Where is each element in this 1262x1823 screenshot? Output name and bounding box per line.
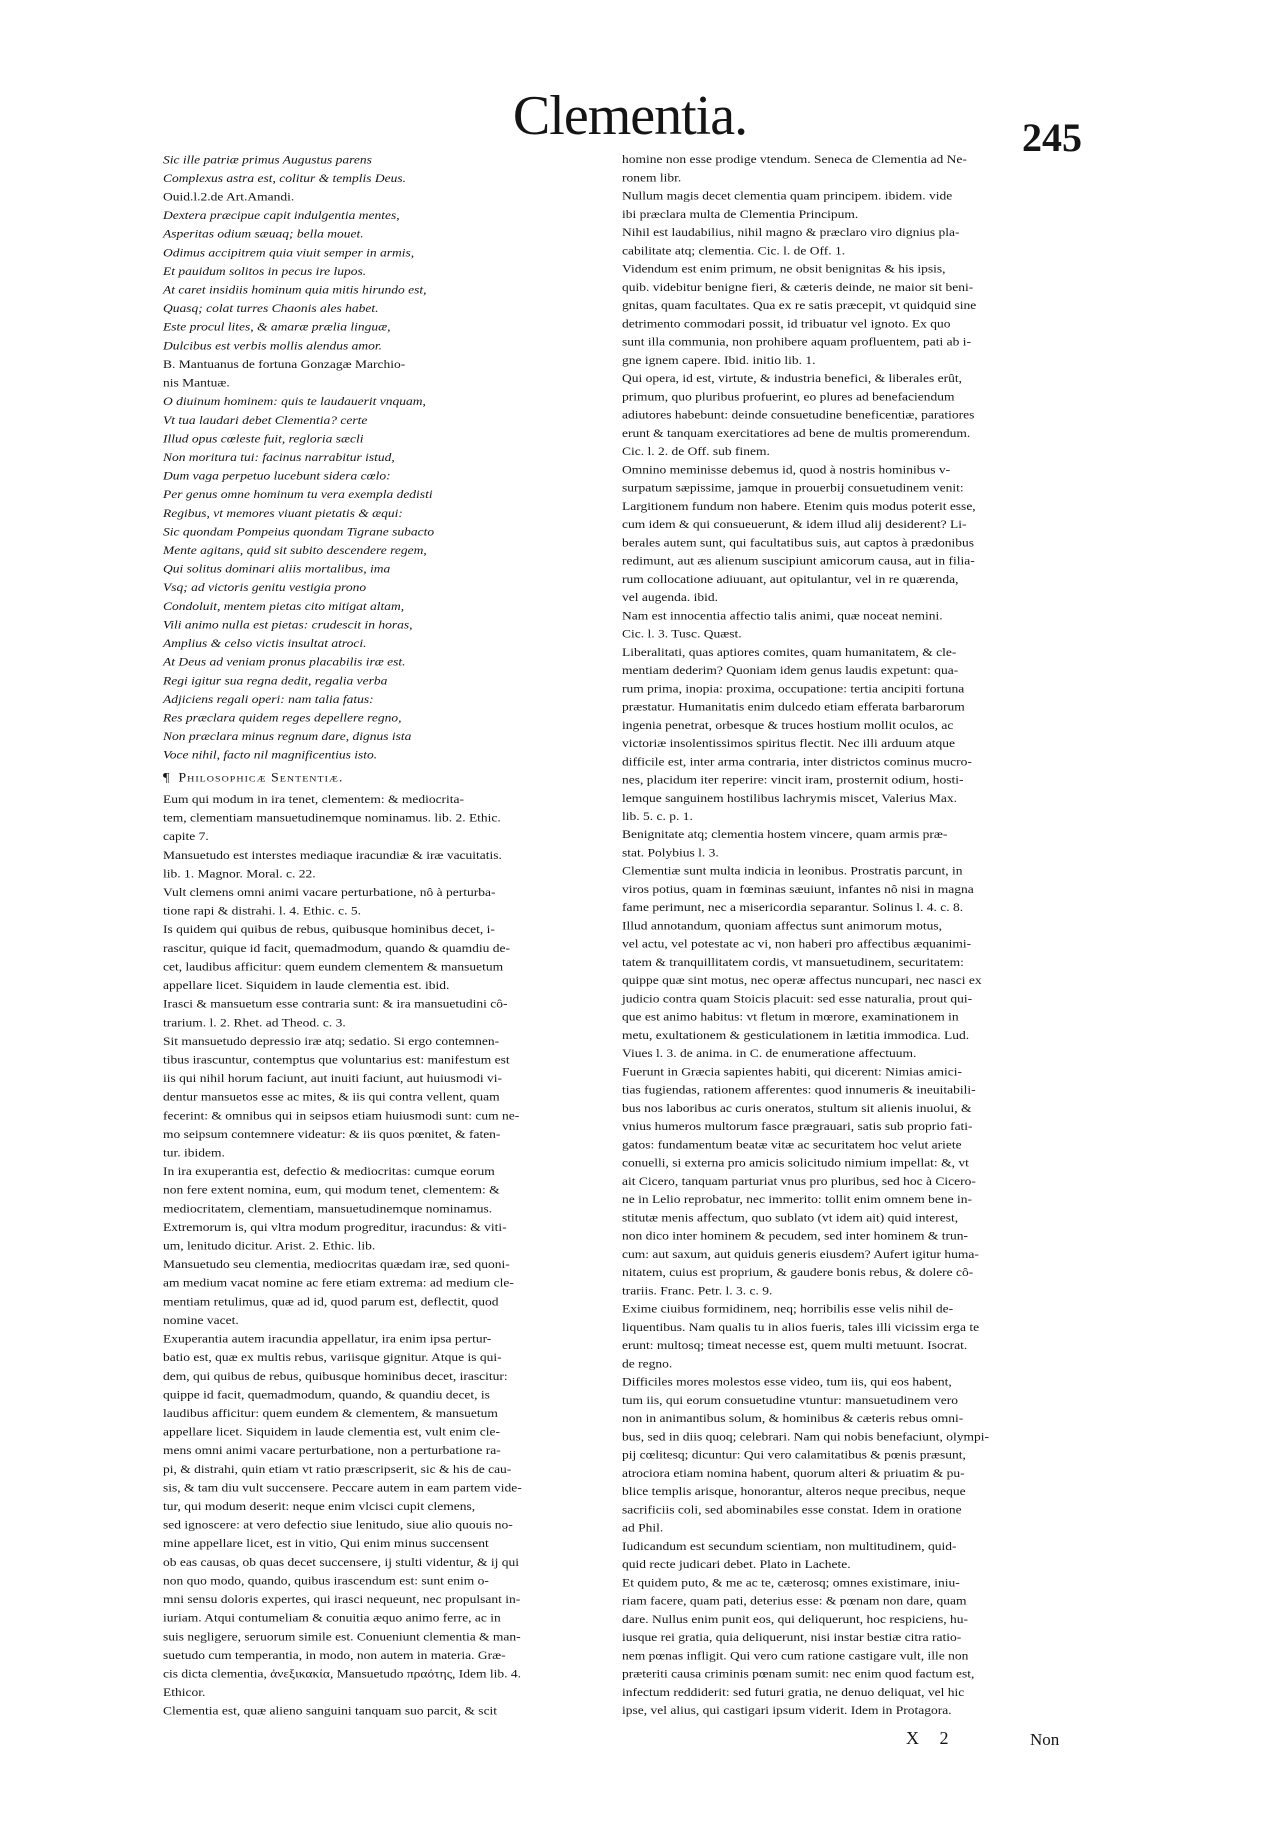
text-line: lib. 1. Magnor. Moral. c. 22. <box>163 866 316 881</box>
verse-line: Quasq; colat turres Chaonis ales habet. <box>163 301 379 315</box>
text-line: iuriam. Atqui contumeliam & conuitia æquo animo ferre, ac in <box>163 1611 501 1625</box>
text-line: stat. Polybius l. 3. <box>622 846 719 860</box>
verse-line: At caret insidiis hominum quia mitis hirundo est, <box>163 282 427 297</box>
text-line: fame perimunt, nec a misericordia separantur. Solinus l. 4. c. 8. <box>622 900 964 914</box>
text-line: Et quidem puto, & me ac te, cæterosq; omnes existimare, iniu- <box>622 1576 960 1590</box>
text-line: Benignitate atq; clementia hostem vincere, quam armis præ- <box>622 827 948 841</box>
text-line: Is quidem qui quibus de rebus, quibusque hominibus decet, i- <box>163 922 495 936</box>
text-line: gnitas, quam facultates. Qua ex re satis præcepit, vt quidquid sine <box>622 298 977 312</box>
text-line: Sit mansuetudo depressio iræ atq; sedatio. Si ergo contemnen- <box>163 1034 500 1048</box>
text-line: um, lenitudo dicitur. Arist. 2. Ethic. lib. <box>163 1238 376 1253</box>
text-line: dare. Nullus enim punit eos, qui deliquerunt, hoc respiciens, hu- <box>622 1612 969 1626</box>
text-line: trariis. Franc. Petr. l. 3. c. 9. <box>622 1284 773 1298</box>
text-line: que est animo habitus: vt fletum in mœrore, examinationem in <box>622 1010 959 1024</box>
text-line: tione rapi & distrahi. l. 4. Ethic. c. 5. <box>163 903 361 918</box>
text-line: quippe id facit, quemadmodum, quando, & quandiu decet, is <box>163 1387 490 1402</box>
verse-line: At Deus ad veniam pronus placabilis iræ est. <box>163 655 406 669</box>
text-line: rum collocatione adiuuant, aut opitulantur, vel in re quærenda, <box>622 572 959 586</box>
text-line: dentur mansuetos esse ac mites, & iis qui contra vellent, quam <box>163 1090 500 1104</box>
text-line: mens omni animi vacare perturbatione, non a perturbatione ra- <box>163 1443 501 1457</box>
text-line: redimunt, aut æs alienum suscipiunt amicorum causa, aut in filia- <box>622 554 975 568</box>
text-line: ipse, vel alius, qui castigari ipsum viderit. Idem in Protagora. <box>622 1703 952 1717</box>
text-line: laudibus afficitur: quem eundem & clementem, & mansuetum <box>163 1406 498 1420</box>
text-line: cum idem & qui consueuerunt, & idem illud alij desiderent? Li- <box>622 517 967 531</box>
verse-line: Vsq; ad victoris genitu vestigia prono <box>163 580 367 594</box>
citation-line: nis Mantuæ. <box>163 375 230 390</box>
text-line: In ira exuperantia est, defectio & mediocritas: cumque eorum <box>163 1164 495 1178</box>
text-line: erunt & tanquam exercitatiores ad bene de multis promerendum. <box>622 426 971 440</box>
text-line: sed ignoscere: at vero defectio siue lenitudo, siue alio quouis no- <box>163 1517 513 1532</box>
verse-line: Dum vaga perpetuo lucebunt sidera cœlo: <box>163 468 391 483</box>
text-line: dem, qui quibus de rebus, quibusque hominibus decet, irascitur: <box>163 1369 508 1383</box>
text-line: fecerint: & omnibus qui in seipsos etiam huiusmodi sunt: cum ne- <box>163 1108 520 1122</box>
text-line: batio est, quæ ex multis rebus, variisque gignitur. Atque is qui- <box>163 1350 502 1364</box>
text-line: am medium vacat nomine ac fere etiam extrema: ad medium cle- <box>163 1276 514 1290</box>
text-line: cum: aut saxum, aut quiduis generis eiusdem? Aufert igitur huma- <box>622 1247 979 1261</box>
text-line: lib. 5. c. p. 1. <box>622 809 693 823</box>
text-line: vel augenda. ibid. <box>622 590 718 604</box>
prose-block <box>622 150 1085 1719</box>
text-line: Extremorum is, qui vltra modum progreditur, iracundus: & viti- <box>163 1220 507 1234</box>
text-line: non fere extent nomina, eum, qui modum tenet, clementem: & <box>163 1183 500 1197</box>
text-line: Nullum magis decet clementia quam principem. ibidem. vide <box>622 189 953 203</box>
text-line: Irasci & mansuetum esse contraria sunt: & ira mansuetudini cô- <box>163 997 508 1011</box>
text-line: ob eas causas, ob quas decet succensere, ij stulti videntur, & ij qui <box>163 1555 519 1569</box>
verse-line: Non moritura tui: facinus narrabitur istud, <box>163 450 395 464</box>
verse-line: Adjiciens regali operi: nam talia fatus: <box>163 692 374 706</box>
text-line: tum iis, qui eorum consuetudine vtuntur: mansuetudinem vero <box>622 1393 958 1407</box>
page-title: Clementia. <box>512 85 748 147</box>
text-line: quid recte judicari debet. Plato in Lachete. <box>622 1557 851 1571</box>
text-line: sacrificiis coli, sed abominabiles esse constat. Idem in oratione <box>622 1503 962 1517</box>
verse-line: Non præclara minus regnum dare, dignus ista <box>163 729 412 743</box>
text-line: ibi præclara multa de Clementia Principum. <box>622 207 859 221</box>
text-line: Difficiles mores molestos esse video, tum iis, qui eos habent, <box>622 1375 952 1389</box>
text-line: tias fugiendas, rationem afferentes: quod innumeris & ineuitabili- <box>622 1083 976 1097</box>
text-line: Liberalitati, quas aptiores comites, quam humanitatem, & cle- <box>622 645 957 659</box>
text-line: Mansuetudo est interstes mediaque iracundiæ & iræ vacuitatis. <box>163 848 502 862</box>
text-line: viros potius, quam in fœminas sæuiunt, infantes nô nisi in magna <box>622 882 974 896</box>
verse-line: O diuinum hominem: quis te laudauerit vnquam, <box>163 394 426 408</box>
text-line: nitatem, cuius est proprium, & gaudere bonis rebus, & dolere cô- <box>622 1265 974 1279</box>
catchword: Non <box>1030 1730 1060 1749</box>
verse-line: Dextera præcipue capit indulgentia mentes, <box>163 208 400 222</box>
text-line: bus, sed in diis quoq; celebrari. Nam qui nobis benefaciunt, olympi- <box>622 1430 990 1444</box>
text-line: difficile est, inter arma contraria, inter districtos cominus mucro- <box>622 754 972 768</box>
text-line: rum prima, inopia: proxima, occupatione: tertia ancipiti fortuna <box>622 681 965 695</box>
text-line: lemque sanguinem hostilibus lachrymis miscet, Valerius Max. <box>622 791 957 805</box>
text-line: tur. ibidem. <box>163 1145 225 1160</box>
text-line: Largitionem fundum non habere. Etenim quis modus poterit esse, <box>622 499 976 513</box>
text-line: tem, clementiam mansuetudinemque nominamus. lib. 2. Ethic. <box>163 810 501 825</box>
section-heading <box>163 769 595 788</box>
text-line: nomine vacet. <box>163 1313 239 1327</box>
citation-line: B. Mantuanus de fortuna Gonzagæ Marchio- <box>163 357 406 371</box>
text-line: trarium. l. 2. Rhet. ad Theod. c. 3. <box>163 1015 346 1029</box>
text-line: Eum qui modum in ira tenet, clementem: & mediocrita- <box>163 792 465 806</box>
section-heading-text: Philosophicæ Sententiæ. <box>178 771 344 786</box>
text-line: Illud annotandum, quoniam affectus sunt animorum motus, <box>622 919 942 933</box>
text-line: quib. videbitur benigne fieri, & cæteris deinde, ne maior sit beni- <box>622 280 974 294</box>
verse-line: Odimus accipitrem quia viuit semper in armis, <box>163 245 415 259</box>
text-line: ne in Lelio reprobatur, nec immerito: tollit enim omnem bene in- <box>622 1192 972 1206</box>
text-line: victoriæ insolentissimos spiritus flectit. Nec illi arduum atque <box>622 736 955 750</box>
text-line: Clementia est, quæ alieno sanguini tanquam suo parcit, & scit <box>163 1704 498 1718</box>
text-line: nes, placidum iter reperire: vincit iram, prosternit odium, hosti- <box>622 773 964 787</box>
text-line: stitutæ menis affectum, quo sublato (vt idem ait) quid interest, <box>622 1211 959 1225</box>
text-line: Cic. l. 2. de Off. sub finem. <box>622 444 770 458</box>
verse-line: Este procul lites, & amaræ prælia linguæ, <box>163 320 391 334</box>
text-line: tibus irascuntur, contemptus que voluntarius est: manifestum est <box>163 1052 510 1067</box>
left-column <box>163 150 595 1720</box>
verse-line: Sic ille patriæ primus Augustus parens <box>163 152 372 166</box>
text-line: Qui opera, id est, virtute, & industria benefici, & liberales erût, <box>622 371 963 385</box>
text-line: tatem & tranquillitatem cordis, vt mansuetudinem, securitatem: <box>622 955 964 969</box>
verse-line: Complexus astra est, colitur & templis Deus. <box>163 171 406 185</box>
text-line: tur, qui modum deserit: neque enim vlcisci cupit clemens, <box>163 1499 476 1513</box>
text-line: Fuerunt in Græcia sapientes habiti, qui dicerent: Nimias amici- <box>622 1065 963 1079</box>
verse-line: Sic quondam Pompeius quondam Tigrane subacto <box>163 524 435 539</box>
text-line: pi, & distrahi, quin etiam vt ratio præscripserit, sic & his de cau- <box>163 1462 512 1476</box>
text-line: berales autem sunt, qui facultatibus suis, aut captos à prædonibus <box>622 535 975 549</box>
verse-line: Et pauidum solitos in pecus ire lupos. <box>163 264 367 278</box>
text-line: non quo modo, quando, quibus irascendum est: sunt enim o- <box>163 1573 489 1588</box>
pilcrow-icon: ¶ <box>163 771 171 786</box>
text-line: Cic. l. 3. Tusc. Quæst. <box>622 627 742 641</box>
text-line: ait Cicero, tanquam parturiat vnus pro pluribus, sed hoc à Cicero- <box>622 1174 976 1188</box>
prose-block <box>163 790 595 1720</box>
text-line: cabilitate atq; clementia. Cic. l. de Off. 1. <box>622 243 846 257</box>
text-line: iusque rei gratia, quia deliquerunt, nisi instar bestiæ citra ratio- <box>622 1630 962 1644</box>
citation <box>163 355 595 392</box>
text-line: Mansuetudo seu clementia, mediocritas quædam iræ, sed quoni- <box>163 1257 510 1271</box>
text-line: suis negligere, seruorum simile est. Conueniunt clementia & man- <box>163 1629 521 1643</box>
text-line: mentiam retulimus, quæ ad id, quod parum est, deflectit, quod <box>163 1294 499 1309</box>
text-line: vnius humeros multorum fasce prægrauari, satis sub proprio fati- <box>622 1119 973 1133</box>
text-line: sunt illa communia, non prohibere aquam profluentem, pati ab i- <box>622 335 972 349</box>
text-line: non dico inter hominem & pecudem, sed inter hominem & trun- <box>622 1229 969 1243</box>
verse-line: Per genus omne hominum tu vera exempla dedisti <box>163 487 433 501</box>
text-line: liquentibus. Nam qualis tu in alios fueris, tales illi vicissim erga te <box>622 1320 980 1334</box>
text-line: gne ignem capere. Ibid. initio lib. 1. <box>622 353 816 367</box>
text-line: vel actu, vel potestate ac vi, non haberi pro affectibus æquanimi- <box>622 937 972 951</box>
text-line: mine appellare licet, est in vitio, Qui enim minus succensent <box>163 1536 489 1550</box>
text-line: adiutores habebunt: deinde consuetudine beneficentiæ, paratiores <box>622 408 975 422</box>
verse-line: Vili animo nulla est pietas: crudescit in horas, <box>163 617 413 632</box>
verse-line: Regi igitur sua regna dedit, regalia verba <box>163 673 388 687</box>
verse-line: Illud opus cœleste fuit, regloria sæcli <box>163 431 364 446</box>
text-line: capite 7. <box>163 829 209 843</box>
text-line: atrociora etiam nomina habent, quorum alteri & priuatim & pu- <box>622 1466 965 1480</box>
right-column <box>622 150 1085 1719</box>
text-line: sis, & tam diu vult succensere. Peccare autem in eam partem vide- <box>163 1480 522 1495</box>
text-line: mediocritatem, clementiam, mansuetudinemque nominamus. <box>163 1201 493 1215</box>
text-line: mo seipsum contemnere videatur: & iis quos pœnitet, & faten- <box>163 1127 501 1141</box>
text-line: præstatur. Humanitatis enim dulcedo etiam efferata barbarorum <box>622 700 965 714</box>
text-line: judicio contra quam Stoicis placuit: sed esse naturalia, prout qui- <box>622 992 973 1006</box>
text-line: Nihil est laudabilius, nihil magno & præclaro viro dignius pla- <box>622 225 960 239</box>
text-line: metu, exultationem & gesticulationem in lætitia immodica. Lud. <box>622 1028 970 1042</box>
text-line: cet, laudibus afficitur: quem eundem clementem & mansuetum <box>163 959 504 974</box>
text-line: non in animantibus solum, & hominibus & cæteris rebus omni- <box>622 1411 964 1425</box>
verse-block <box>163 206 595 355</box>
verse-line: Condoluit, mentem pietas cito mitigat altam, <box>163 599 405 613</box>
text-line: cis dicta clementia, ἀνεξικακία, Mansuetudo πραότης, Idem lib. 4. <box>163 1666 522 1681</box>
text-line: ad Phil. <box>622 1521 664 1535</box>
text-line: quippe quæ sint motus, nec operæ affectus nuncupari, nec nasci ex <box>622 973 982 987</box>
text-line: pij cœlitesq; dicuntur: Qui vero calamitatibus & pœnis præsunt, <box>622 1448 966 1462</box>
text-line: blice templis arisque, honorantur, alteros neque precibus, neque <box>622 1484 966 1498</box>
text-line: infectum reddiderit: sed futuri gratia, ne denuo deliquat, vel hic <box>622 1685 965 1699</box>
text-line: riam facere, quam pati, deterius esse: & pœnam non dare, quam <box>622 1594 967 1608</box>
verse-block <box>163 150 595 187</box>
verse-block <box>163 392 595 764</box>
text-line: Iudicandum est secundum scientiam, non multitudinem, quid- <box>622 1539 957 1553</box>
text-line: Vult clemens omni animi vacare perturbatione, nô à perturba- <box>163 885 496 899</box>
text-line: bus nos laboribus ac curis oneratos, stultum sit alienis inuolui, & <box>622 1101 972 1115</box>
text-line: ingenia penetrat, orbesque & truces hostium mollit oculos, ac <box>622 718 954 732</box>
text-line: gatos: fundamentum beatæ vitæ ac securitatem hoc velut ariete <box>622 1138 962 1152</box>
verse-line: Regibus, vt memores viuant pietatis & æqui: <box>163 506 403 520</box>
verse-line: Voce nihil, facto nil magnificentius isto. <box>163 748 378 762</box>
text-line: iis qui nihil horum faciunt, aut inuiti faciunt, aut huiusmodi vi- <box>163 1071 502 1085</box>
page-number: 245 <box>1022 115 1082 160</box>
text-line: suetudo cum temperantia, in modo, non autem in materia. Græ- <box>163 1648 506 1662</box>
text-line: primum, quo pluribus profuerint, eo plures ad benefaciendum <box>622 389 955 403</box>
text-line: Exuperantia autem iracundia appellatur, ira enim ipsa pertur- <box>163 1331 492 1346</box>
text-line: conuelli, si externa pro amicis solicitudo nimium impellat: &, vt <box>622 1156 969 1170</box>
text-line: Omnino meminisse debemus id, quod à nostris hominibus v- <box>622 462 951 476</box>
text-line: detrimento commodari possit, id tribuatur vel ignoto. Ex quo <box>622 316 951 330</box>
text-line: erunt: multosq; timeat necesse est, quem multi metuunt. Isocrat. <box>622 1338 968 1352</box>
text-line: Ethicor. <box>163 1685 206 1699</box>
text-line: Clementiæ sunt multa indicia in leonibus. Prostratis parcunt, in <box>622 864 963 878</box>
text-line: mentiam dederim? Quoniam idem genus laudis expetunt: qua- <box>622 663 959 677</box>
verse-line: Vt tua laudari debet Clementia? certe <box>163 413 368 427</box>
text-line: appellare licet. Siquidem in laude clementia est, vult enim cle- <box>163 1424 501 1439</box>
text-line: homine non esse prodige vtendum. Seneca de Clementia ad Ne- <box>622 152 967 166</box>
text-line: Exime ciuibus formidinem, neq; horribilis esse velis nihil de- <box>622 1302 954 1316</box>
text-line: de regno. <box>622 1357 673 1371</box>
text-line: Nam est innocentia affectio talis animi, quæ noceat nemini. <box>622 608 943 622</box>
verse-line: Res præclara quidem reges depellere regno, <box>163 710 402 725</box>
text-line: rascitur, quique id facit, quemadmodum, quando & quamdiu de- <box>163 941 510 955</box>
verse-line: Qui solitus dominari aliis mortalibus, ima <box>163 561 391 576</box>
verse-line: Asperitas odium sæuaq; bella mouet. <box>163 227 364 241</box>
verse-line: Dulcibus est verbis mollis alendus amor. <box>163 338 382 353</box>
text-line: appellare licet. Siquidem in laude clementia est. ibid. <box>163 978 450 992</box>
text-line: ronem libr. <box>622 170 682 184</box>
citation: Ouid.l.2.de Art.Amandi. <box>163 189 295 204</box>
text-line: surpatum sæpissime, jamque in prouerbij consuetudinem venit: <box>622 481 964 495</box>
signature-mark: X 2 <box>906 1728 957 1748</box>
verse-line: Amplius & celso victis insultat atroci. <box>163 636 367 650</box>
verse-line: Mente agitans, quid sit subito descendere regem, <box>163 543 427 557</box>
text-line: præteriti causa criminis pœnam sumit: nec enim quod factum est, <box>622 1667 975 1681</box>
text-line: nem pœnas infligit. Qui vero cum ratione castigare vult, ille non <box>622 1649 969 1663</box>
text-line: mni sensu doloris expertes, qui irasci nequeunt, nec propulsant in- <box>163 1592 521 1606</box>
text-line: Videndum est enim primum, ne obsit benignitas & his ipsis, <box>622 262 946 276</box>
text-line: Viues l. 3. de anima. in C. de enumeratione affectuum. <box>622 1046 917 1060</box>
